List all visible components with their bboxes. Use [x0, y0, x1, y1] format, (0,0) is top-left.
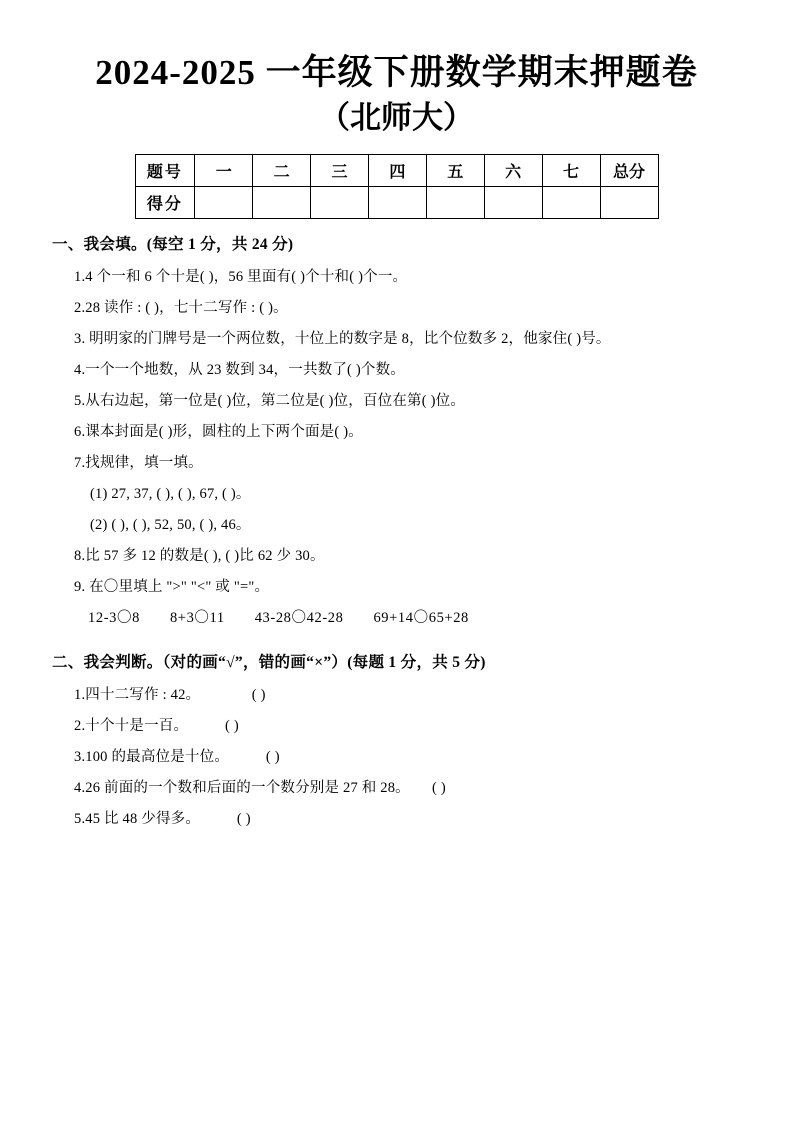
score-table-cell: 总分: [600, 155, 658, 187]
inequality-2: 8+3〇11: [169, 610, 225, 626]
inequality-1: 12-3〇8: [88, 610, 140, 626]
score-input-cell[interactable]: [195, 187, 253, 219]
score-table-container: [52, 154, 741, 219]
score-input-cell[interactable]: [253, 187, 311, 219]
question-1-6: 6.课本封面是( )形，圆柱的上下两个面是( )。: [74, 424, 363, 440]
score-table-cell: 六: [484, 155, 542, 187]
score-input-cell[interactable]: [426, 187, 484, 219]
question-1-7: 7.找规律，填一填。: [74, 455, 203, 471]
table-row-scores: [135, 187, 658, 219]
title-line-2: （北师大）: [319, 100, 474, 135]
title-line-1: 2024-2025 一年级下册数学期末押题卷: [95, 53, 698, 92]
question-1-2: 2.28 读作 : ( )，七十二写作 : ( )。: [74, 300, 288, 316]
document-title: [52, 50, 741, 140]
question-2-1: 1.四十二写作 : 42。 ( ): [74, 687, 266, 703]
score-input-cell[interactable]: [542, 187, 600, 219]
score-input-cell[interactable]: [484, 187, 542, 219]
question-1-3: 3. 明明家的门牌号是一个两位数，十位上的数字是 8，比个位数多 2，他家住( )号。: [74, 331, 611, 347]
question-1-9: 9. 在〇里填上 ">" "<" 或 "="。: [74, 579, 270, 595]
score-table-row-label: 题号: [135, 155, 195, 187]
score-table: [135, 154, 659, 219]
score-table-cell: 一: [195, 155, 253, 187]
question-2-3: 3.100 的最高位是十位。 ( ): [74, 749, 280, 765]
table-row-question-numbers: [135, 155, 658, 187]
score-table-cell: 五: [426, 155, 484, 187]
question-2-5: 5.45 比 48 少得多。 ( ): [74, 811, 251, 827]
question-1-7-b: (2) ( ), ( ), 52, 50, ( ), 46。: [90, 517, 251, 533]
score-table-cell: 二: [253, 155, 311, 187]
question-1-1: 1.4 个一和 6 个十是( )，56 里面有( )个十和( )个一。: [74, 269, 408, 285]
question-2-4: 4.26 前面的一个数和后面的一个数分别是 27 和 28。 ( ): [74, 780, 446, 796]
score-input-cell[interactable]: [369, 187, 427, 219]
score-input-cell[interactable]: [311, 187, 369, 219]
score-input-cell[interactable]: [600, 187, 658, 219]
score-table-row-label: 得分: [135, 187, 195, 219]
score-table-cell: 四: [369, 155, 427, 187]
question-2-2: 2.十个十是一百。 ( ): [74, 718, 239, 734]
section-1-heading: 一、我会填。(每空 1 分，共 24 分): [52, 236, 294, 253]
inequality-3: 43-28〇42-28: [254, 610, 344, 626]
score-table-cell: 三: [311, 155, 369, 187]
question-1-4: 4.一个一个地数，从 23 数到 34，一共数了( )个数。: [74, 362, 406, 378]
inequality-4: 69+14〇65+28: [373, 610, 469, 626]
question-1-8: 8.比 57 多 12 的数是( ), ( )比 62 少 30。: [74, 548, 325, 564]
score-table-cell: 七: [542, 155, 600, 187]
question-1-5: 5.从右边起，第一位是( )位，第二位是( )位，百位在第( )位。: [74, 393, 466, 409]
section-2-heading: 二、我会判断。（对的画“√”，错的画“×”）(每题 1 分，共 5 分): [52, 654, 486, 671]
question-1-7-a: (1) 27, 37, ( ), ( ), 67, ( )。: [90, 486, 251, 502]
question-1-9-expressions: [52, 597, 741, 628]
